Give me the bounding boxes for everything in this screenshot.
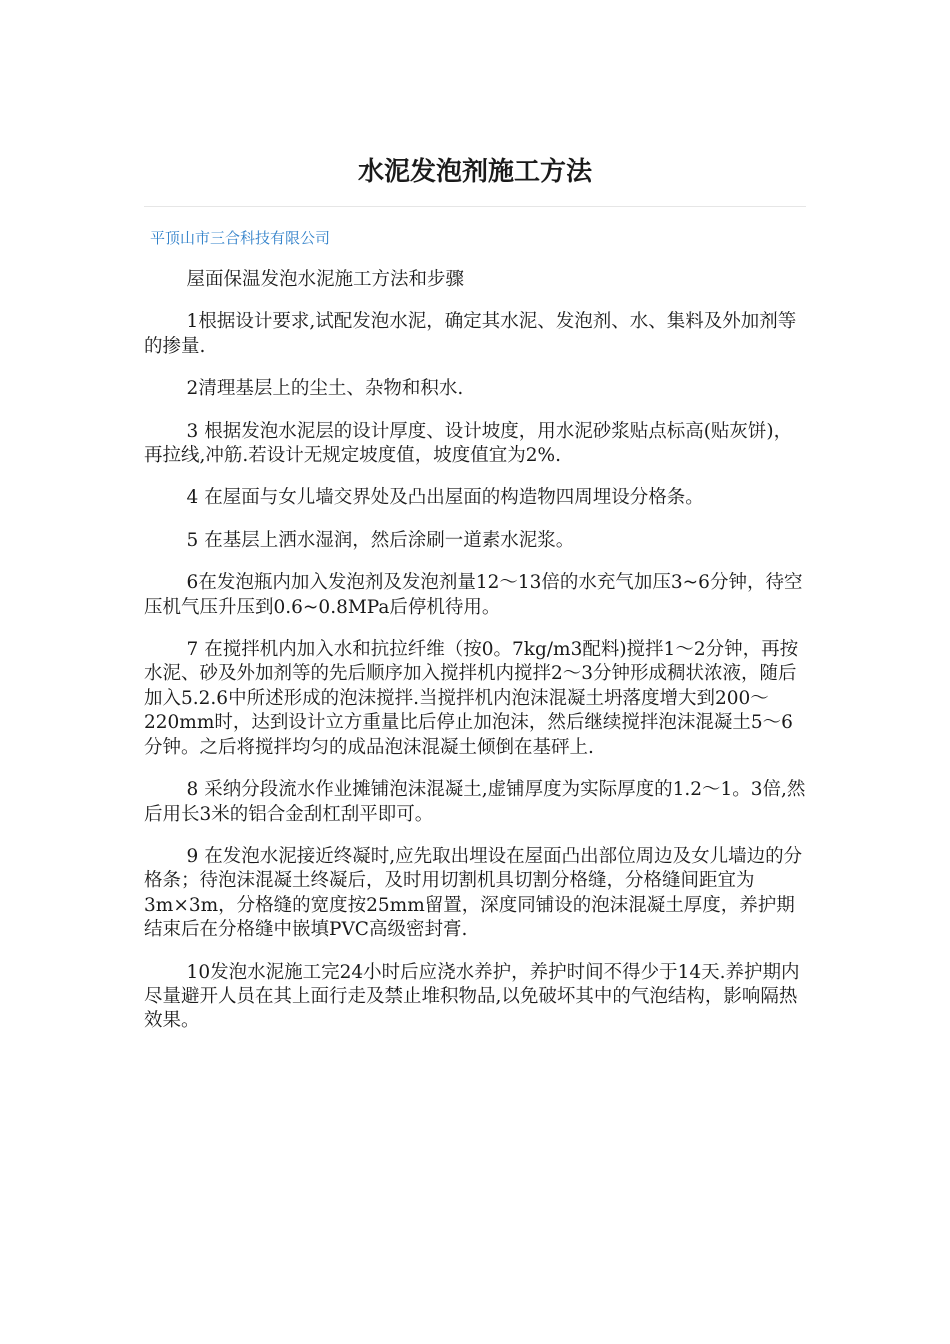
paragraph-step-10: 10发泡水泥施工完24小时后应浇水养护，养护时间不得少于14天.养护期内尽量避开人员在其上面行走及禁止堆积物品,以免破坏其中的气泡结构，影响隔热效果。 — [144, 961, 800, 1032]
paragraph-step-5: 5 在基层上洒水湿润，然后涂刷一道素水泥浆。 — [186, 529, 575, 551]
paragraph-step-1: 1根据设计要求,试配发泡水泥，确定其水泥、发泡剂、水、集料及外加剂等的掺量. — [144, 311, 797, 357]
paragraph-step-9: 9 在发泡水泥接近终凝时,应先取出埋设在屋面凸出部位周边及女儿墙边的分格条；待泡沫混凝土终凝后，及时用切割机具切割分格缝，分格缝间距宜为3m×3m，分格缝的宽度按25mm留置，深度同铺设的泡沫混凝土厚度，养护期结束后在分格缝中嵌填PVC高级密封膏. — [144, 845, 803, 941]
document-body — [144, 268, 808, 1052]
page-title: 水泥发泡剂施工方法 — [357, 157, 592, 187]
paragraph-heading: 屋面保温发泡水泥施工方法和步骤 — [186, 269, 465, 290]
paragraph-step-8: 8 采纳分段流水作业摊铺泡沫混凝土,虚铺厚度为实际厚度的1.2～1。3倍,然后用长3米的铝合金刮杠刮平即可。 — [144, 779, 806, 825]
paragraph-step-3: 3 根据发泡水泥层的设计厚度、设计坡度，用水泥砂浆贴点标高(贴灰饼)，再拉线,冲筋.若设计无规定坡度值，坡度值宜为2%. — [144, 420, 793, 467]
paragraph-step-7: 7 在搅拌机内加入水和抗拉纤维（按0。7kg/m3配料)搅拌1～2分钟，再按水泥、砂及外加剂等的先后顺序加入搅拌机内搅拌2～3分钟形成稠状浓液，随后加入5.2.6中所述形成的泡沫搅拌.当搅拌机内泡沫混凝土坍落度增大到200～220mm时，达到设计立方重量比后停止加泡沫，然后继续搅拌泡沫混凝土5～6分钟。之后将搅拌均匀的成品泡沫混凝土倾倒在基砰上. — [144, 639, 799, 758]
paragraph-step-6: 6在发泡瓶内加入发泡剂及发泡剂量12～13倍的水充气加压3~6分钟，待空压机气压升压到0.6~0.8MPa后停机待用。 — [144, 572, 803, 618]
company-link[interactable]: 平顶山市三合科技有限公司 — [150, 229, 331, 247]
paragraph-step-4: 4 在屋面与女儿墙交界处及凸出屋面的构造物四周埋设分格条。 — [186, 487, 704, 509]
title-divider — [144, 206, 806, 207]
paragraph-step-2: 2清理基层上的尘土、杂物和积水. — [186, 378, 464, 400]
